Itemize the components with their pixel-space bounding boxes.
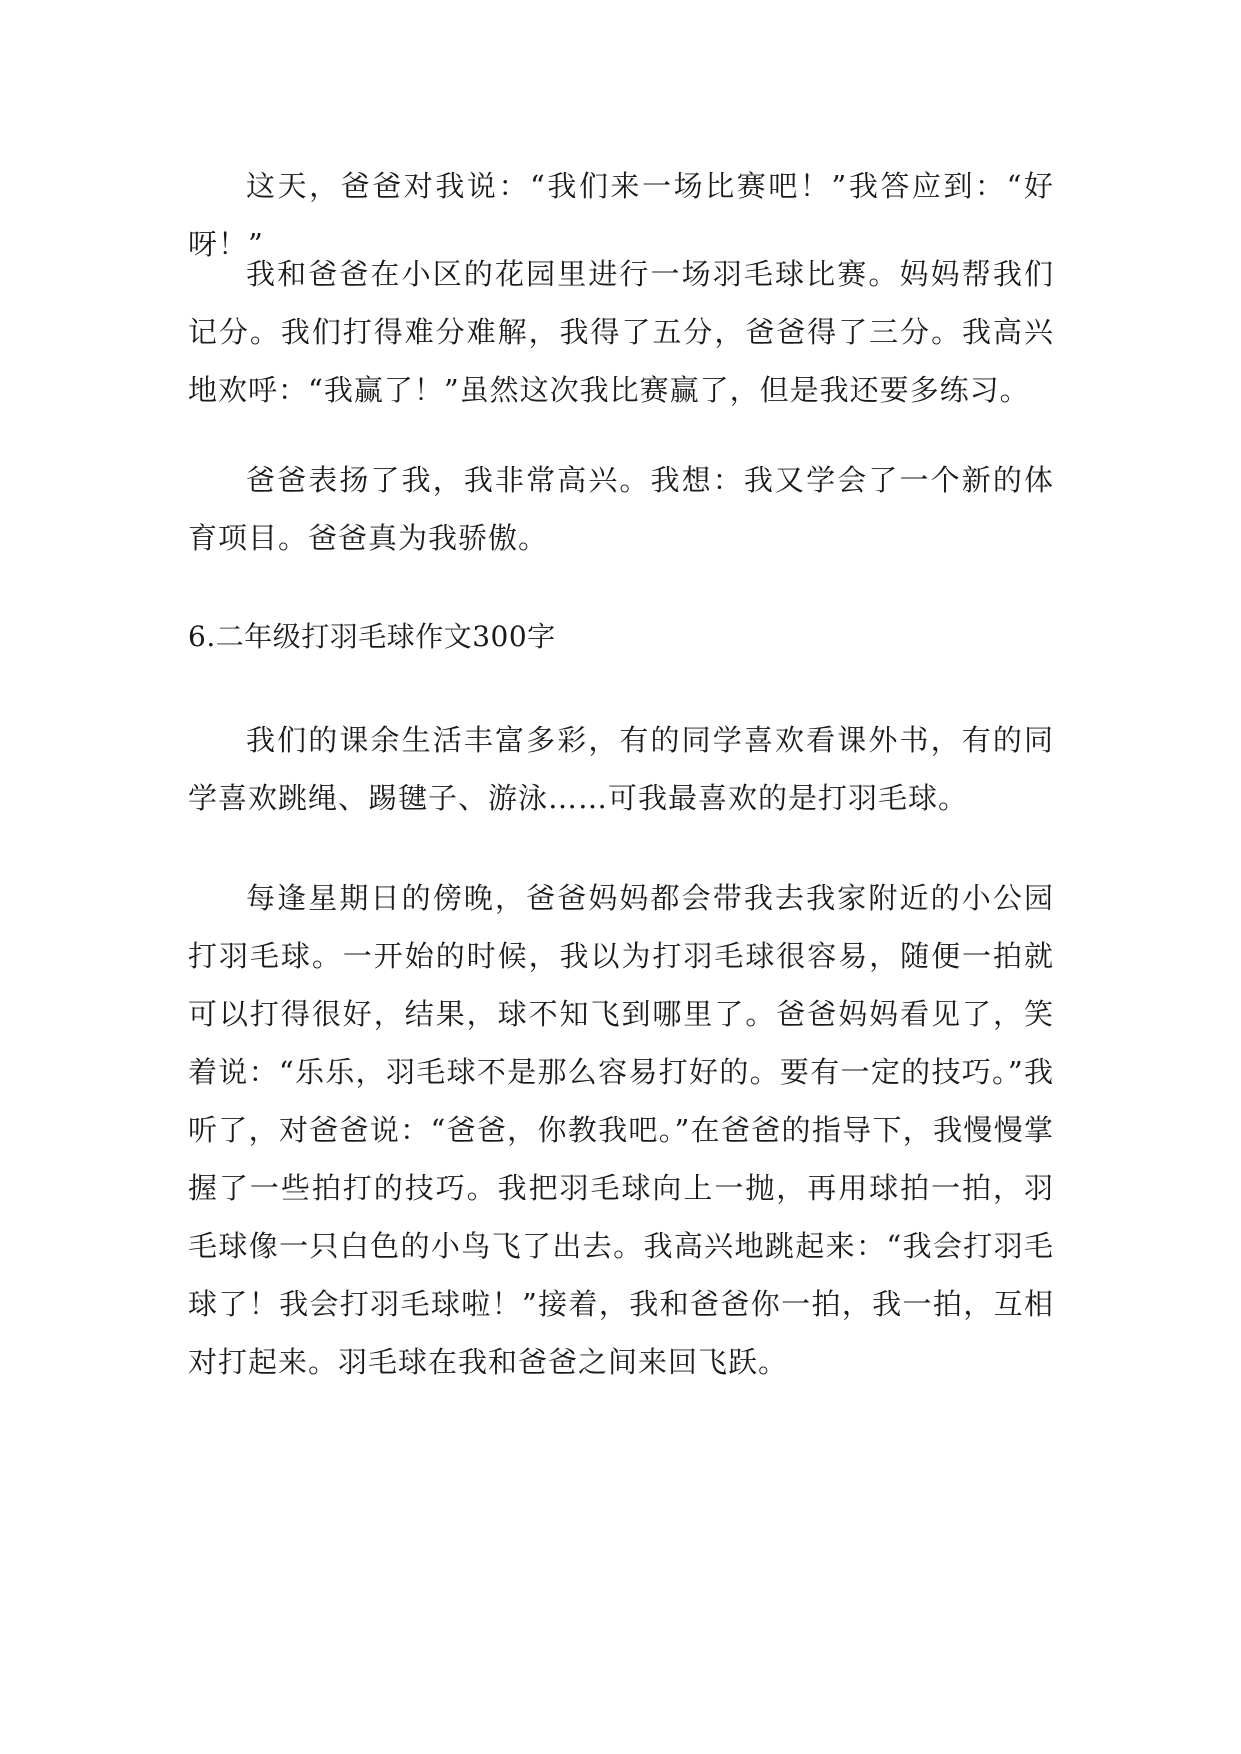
paragraph-hobbies: 我们的课余生活丰富多彩，有的同学喜欢看课外书，有的同学喜欢跳绳、踢毽子、游泳……可我最喜欢的是打羽毛球。 [188,723,1054,815]
paragraph-competition-invite: 这天，爸爸对我说：“我们来一场比赛吧！”我答应到：“好呀！” [188,169,1054,261]
paragraph-badminton-match: 我和爸爸在小区的花园里进行一场羽毛球比赛。妈妈帮我们记分。我们打得难分难解，我得了五分，爸爸得了三分。我高兴地欢呼：“我赢了！”虽然这次我比赛赢了，但是我还要多练习。 [188,257,1054,407]
paragraph-father-praise: 爸爸表扬了我，我非常高兴。我想：我又学会了一个新的体育项目。爸爸真为我骄傲。 [188,463,1054,555]
essay-heading: 6.二年级打羽毛球作文300字 [188,620,556,653]
paragraph-learning-badminton: 每逢星期日的傍晚，爸爸妈妈都会带我去我家附近的小公园打羽毛球。一开始的时候，我以为打羽毛球很容易，随便一拍就可以打得很好，结果，球不知飞到哪里了。爸爸妈妈看见了，笑着说：“乐乐，羽毛球不是那么容易打好的。要有一定的技巧。”我听了，对爸爸说：“爸爸，你教我吧。”在爸爸的指导下，我慢慢掌握了一些拍打的技巧。我把羽毛球向上一抛，再用球拍一拍，羽毛球像一只白色的小鸟飞了出去。我高兴地跳起来：“我会打羽毛球了！我会打羽毛球啦！”接着，我和爸爸你一拍，我一拍，互相对打起来。羽毛球在我和爸爸之间来回飞跃。 [188,881,1054,1379]
